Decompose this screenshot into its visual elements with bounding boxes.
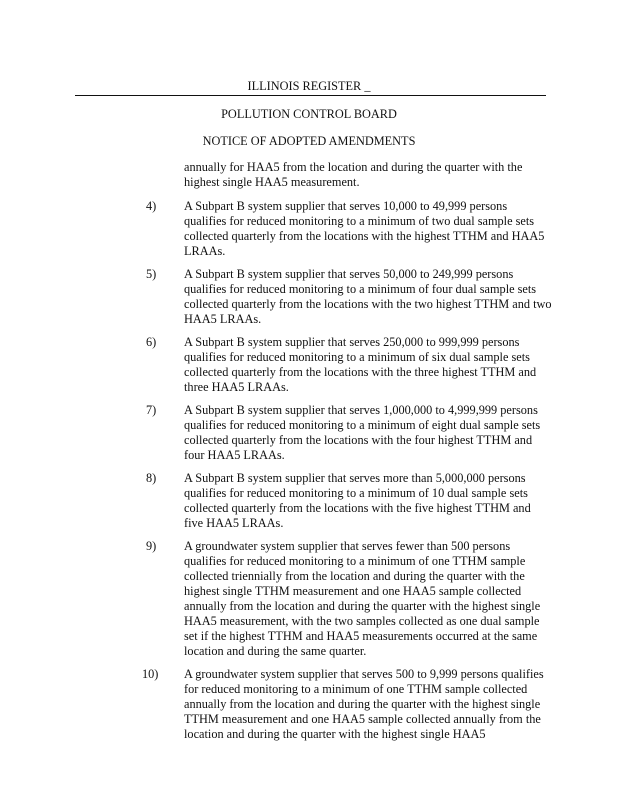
text-line: A Subpart B system supplier that serves 1,000,000 to 4,999,999 persons (184, 403, 538, 417)
text-line: HAA5 LRAAs. (184, 312, 262, 326)
header-rule (75, 95, 546, 96)
text-line: collected triennially from the location and during the quarter with the (184, 569, 525, 583)
item-text (184, 335, 618, 395)
item-number: 5) (146, 267, 157, 281)
text-line: annually from the location and during the quarter with the highest single (184, 599, 541, 613)
text-line: annually from the location and during the quarter with the highest single (184, 697, 541, 711)
text-line: A groundwater system supplier that serves 500 to 9,999 persons qualifies (184, 667, 544, 681)
item-number: 8) (146, 471, 157, 485)
text-line: qualifies for reduced monitoring to a minimum of one TTHM sample (184, 554, 526, 568)
text-line: A Subpart B system supplier that serves 250,000 to 999,999 persons (184, 335, 520, 349)
text-line: for reduced monitoring to a minimum of one TTHM sample collected (184, 682, 528, 696)
text-line: location and during the same quarter. (184, 644, 367, 658)
text-line: A groundwater system supplier that serves fewer than 500 persons (184, 539, 511, 553)
text-line: qualifies for reduced monitoring to a minimum of four dual sample sets (184, 282, 537, 296)
text-line: collected quarterly from the locations with the five highest TTHM and (184, 501, 531, 515)
list-item (0, 403, 618, 463)
text-line: LRAAs. (184, 244, 226, 258)
register-title: ILLINOIS REGISTER _ (247, 79, 371, 93)
list-item (0, 267, 618, 327)
text-line: five HAA5 LRAAs. (184, 516, 284, 530)
text-line: TTHM measurement and one HAA5 sample collected annually from the (184, 712, 541, 726)
item-text (184, 403, 618, 463)
list-item (0, 471, 618, 531)
item-text (184, 199, 618, 259)
list-item (0, 539, 618, 659)
notice-heading: NOTICE OF ADOPTED AMENDMENTS (202, 134, 416, 148)
text-line: annually for HAA5 from the location and during the quarter with the (184, 160, 523, 174)
text-line: qualifies for reduced monitoring to a minimum of 10 dual sample sets (184, 486, 528, 500)
text-line: three HAA5 LRAAs. (184, 380, 289, 394)
text-line: location and during the quarter with the highest single HAA5 (184, 727, 486, 741)
text-line: HAA5 measurement, with the two samples collected as one dual sample (184, 614, 540, 628)
text-line: highest single TTHM measurement and one HAA5 sample collected (184, 584, 522, 598)
text-line: collected quarterly from the locations with the three highest TTHM and (184, 365, 537, 379)
text-line: four HAA5 LRAAs. (184, 448, 285, 462)
text-line: collected quarterly from the locations with the four highest TTHM and (184, 433, 533, 447)
text-line: qualifies for reduced monitoring to a minimum of six dual sample sets (184, 350, 530, 364)
list-item (0, 667, 618, 742)
text-line: highest single HAA5 measurement. (184, 175, 360, 189)
text-line: A Subpart B system supplier that serves more than 5,000,000 persons (184, 471, 526, 485)
text-line: A Subpart B system supplier that serves 50,000 to 249,999 persons (184, 267, 514, 281)
continuation-paragraph (184, 160, 522, 190)
item-number: 9) (146, 539, 157, 553)
item-text (184, 471, 618, 531)
item-number: 10) (142, 667, 159, 681)
list-item (0, 199, 618, 259)
text-line: collected quarterly from the locations with the two highest TTHM and two (184, 297, 552, 311)
text-line: qualifies for reduced monitoring to a minimum of two dual sample sets (184, 214, 535, 228)
list-item (0, 335, 618, 395)
item-text (184, 267, 618, 327)
numbered-list (0, 199, 618, 750)
text-line: qualifies for reduced monitoring to a minimum of eight dual sample sets (184, 418, 541, 432)
item-number: 4) (146, 199, 157, 213)
item-text (184, 667, 618, 742)
item-text (184, 539, 618, 659)
text-line: A Subpart B system supplier that serves 10,000 to 49,999 persons (184, 199, 508, 213)
item-number: 7) (146, 403, 157, 417)
agency-heading: POLLUTION CONTROL BOARD (221, 107, 397, 121)
item-number: 6) (146, 335, 157, 349)
text-line: set if the highest TTHM and HAA5 measurements occurred at the same (184, 629, 538, 643)
text-line: collected quarterly from the locations with the highest TTHM and HAA5 (184, 229, 545, 243)
